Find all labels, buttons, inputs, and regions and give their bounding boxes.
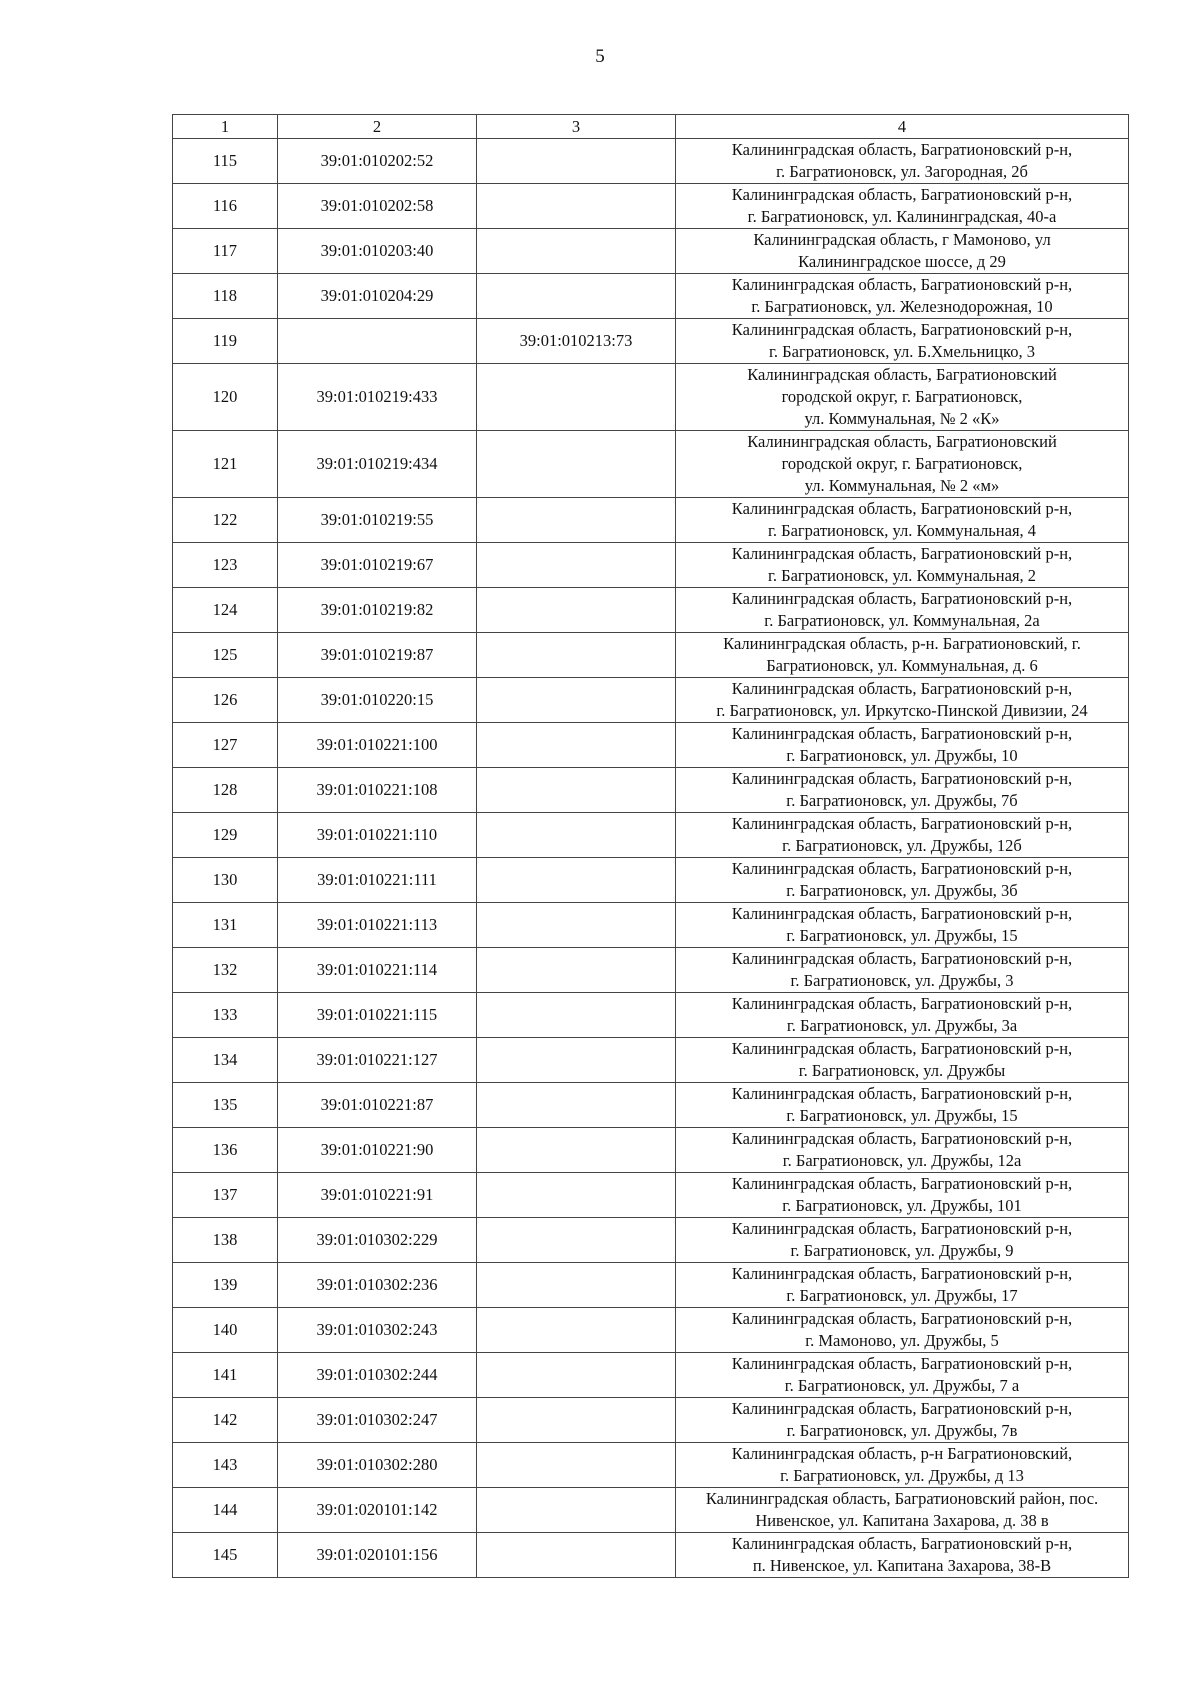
cadastral-number-cell: 39:01:010221:115 [278, 993, 477, 1038]
address-line: г. Багратионовск, ул. Дружбы, 3а [786, 1016, 1018, 1035]
cadastral-number-cell: 39:01:010219:434 [278, 431, 477, 498]
header-row [173, 115, 1129, 139]
cadastral-number-cell: 39:01:010302:247 [278, 1398, 477, 1443]
row-number-cell: 133 [173, 993, 278, 1038]
address-line: ул. Коммунальная, № 2 «м» [804, 476, 1000, 495]
cadastral-number-alt-cell [477, 498, 676, 543]
cadastral-number-cell [278, 319, 477, 364]
address-cell [676, 1173, 1129, 1218]
address-line: Калининградская область, Багратионовский р-н, [731, 1354, 1073, 1373]
cadastral-number-alt-cell [477, 768, 676, 813]
address-line: Калининградская область, Багратионовский р-н, [731, 275, 1073, 294]
row-number-cell: 119 [173, 319, 278, 364]
address-line: городской округ, г. Багратионовск, [781, 387, 1023, 406]
address-cell [676, 1353, 1129, 1398]
table-row [173, 319, 1129, 364]
table-row [173, 1308, 1129, 1353]
cadastral-number-alt-cell [477, 1218, 676, 1263]
address-line: г. Багратионовск, ул. Дружбы, 12б [782, 836, 1022, 855]
cadastral-number-alt-cell [477, 364, 676, 431]
row-number-cell: 116 [173, 184, 278, 229]
table-row [173, 543, 1129, 588]
row-number-cell: 141 [173, 1353, 278, 1398]
row-number-cell: 131 [173, 903, 278, 948]
address-line: Калининградская область, Багратионовский р-н, [731, 1219, 1073, 1238]
address-cell [676, 139, 1129, 184]
cadastral-number-cell: 39:01:010221:127 [278, 1038, 477, 1083]
table-row [173, 1218, 1129, 1263]
address-line: г. Багратионовск, ул. Коммунальная, 2 [767, 566, 1037, 585]
address-line: Багратионовск, ул. Коммунальная, д. 6 [766, 656, 1038, 675]
table-row [173, 1443, 1129, 1488]
header-col-3: 3 [477, 115, 676, 139]
table-row [173, 588, 1129, 633]
address-line: г. Багратионовск, ул. Дружбы, 10 [786, 746, 1018, 765]
address-cell [676, 588, 1129, 633]
cadastral-number-cell: 39:01:010204:29 [278, 274, 477, 319]
registry-table [172, 114, 1129, 1578]
address-line: Калининградская область, Багратионовский р-н, [731, 814, 1073, 833]
address-cell [676, 364, 1129, 431]
cadastral-number-alt-cell [477, 184, 676, 229]
cadastral-number-cell: 39:01:010302:243 [278, 1308, 477, 1353]
address-line: г. Багратионовск, ул. Дружбы, 7в [786, 1421, 1018, 1440]
table-row [173, 993, 1129, 1038]
cadastral-number-cell: 39:01:010219:55 [278, 498, 477, 543]
cadastral-number-cell: 39:01:010219:433 [278, 364, 477, 431]
address-cell [676, 723, 1129, 768]
table-row [173, 1038, 1129, 1083]
address-line: Калининградская область, Багратионовский р-н, [731, 1399, 1073, 1418]
address-line: г. Багратионовск, ул. Коммунальная, 2а [764, 611, 1040, 630]
address-line: г. Багратионовск, ул. Дружбы, 3 [790, 971, 1014, 990]
address-line: г. Багратионовск, ул. Иркутско-Пинской Дивизии, 24 [716, 701, 1088, 720]
row-number-cell: 139 [173, 1263, 278, 1308]
address-line: Нивенское, ул. Капитана Захарова, д. 38 в [755, 1511, 1049, 1530]
table-row [173, 1128, 1129, 1173]
address-line: г. Багратионовск, ул. Дружбы, 17 [786, 1286, 1018, 1305]
cadastral-number-alt-cell [477, 678, 676, 723]
cadastral-number-alt-cell [477, 1398, 676, 1443]
address-line: г. Багратионовск, ул. Калининградская, 40-а [747, 207, 1057, 226]
address-line: г. Багратионовск, ул. Дружбы, 7б [786, 791, 1018, 810]
cadastral-number-alt-cell [477, 858, 676, 903]
row-number-cell: 142 [173, 1398, 278, 1443]
address-line: Калининградская область, Багратионовский р-н, [731, 499, 1073, 518]
address-cell [676, 1218, 1129, 1263]
cadastral-number-cell: 39:01:020101:156 [278, 1533, 477, 1578]
address-cell [676, 229, 1129, 274]
address-line: Калининградская область, Багратионовский р-н, [731, 1129, 1073, 1148]
address-cell [676, 633, 1129, 678]
row-number-cell: 136 [173, 1128, 278, 1173]
address-cell [676, 543, 1129, 588]
row-number-cell: 145 [173, 1533, 278, 1578]
cadastral-number-cell: 39:01:010221:113 [278, 903, 477, 948]
table-row [173, 903, 1129, 948]
address-line: Калининградская область, Багратионовский р-н, [731, 1174, 1073, 1193]
address-cell [676, 1443, 1129, 1488]
cadastral-number-cell: 39:01:010221:111 [278, 858, 477, 903]
address-cell [676, 813, 1129, 858]
header-col-2: 2 [278, 115, 477, 139]
table-row [173, 1488, 1129, 1533]
address-cell [676, 431, 1129, 498]
address-line: п. Нивенское, ул. Капитана Захарова, 38-В [752, 1556, 1052, 1575]
address-cell [676, 678, 1129, 723]
table-row [173, 139, 1129, 184]
address-line: г. Мамоново, ул. Дружбы, 5 [805, 1331, 999, 1350]
address-line: Калининградская область, Багратионовский р-н, [731, 769, 1073, 788]
cadastral-number-cell: 39:01:010202:52 [278, 139, 477, 184]
address-line: Калининградская область, Багратионовский р-н, [731, 1534, 1073, 1553]
address-line: Калининградская область, Багратионовский р-н, [731, 994, 1073, 1013]
cadastral-number-cell: 39:01:010221:90 [278, 1128, 477, 1173]
table-header [173, 115, 1129, 139]
table-row [173, 431, 1129, 498]
address-cell [676, 1083, 1129, 1128]
row-number-cell: 140 [173, 1308, 278, 1353]
cadastral-number-alt-cell [477, 993, 676, 1038]
cadastral-number-cell: 39:01:010219:67 [278, 543, 477, 588]
row-number-cell: 143 [173, 1443, 278, 1488]
table-row [173, 948, 1129, 993]
cadastral-number-alt-cell [477, 229, 676, 274]
row-number-cell: 120 [173, 364, 278, 431]
table-row [173, 498, 1129, 543]
cadastral-number-cell: 39:01:010221:91 [278, 1173, 477, 1218]
address-cell [676, 768, 1129, 813]
address-line: г. Багратионовск, ул. Дружбы [798, 1061, 1006, 1080]
address-line: г. Багратионовск, ул. Дружбы, 15 [786, 926, 1018, 945]
address-line: Калининградская область, р-н Багратионовский, [731, 1444, 1073, 1463]
table-body [173, 139, 1129, 1578]
cadastral-number-cell: 39:01:010302:280 [278, 1443, 477, 1488]
row-number-cell: 121 [173, 431, 278, 498]
address-line: г. Багратионовск, ул. Дружбы, 9 [790, 1241, 1014, 1260]
address-line: г. Багратионовск, ул. Дружбы, 12а [782, 1151, 1022, 1170]
address-cell [676, 993, 1129, 1038]
address-line: ул. Коммунальная, № 2 «К» [804, 409, 1000, 428]
cadastral-number-cell: 39:01:010202:58 [278, 184, 477, 229]
address-cell [676, 948, 1129, 993]
address-line: Калининградская область, Багратионовский р-н, [731, 140, 1073, 159]
row-number-cell: 129 [173, 813, 278, 858]
table-row [173, 364, 1129, 431]
cadastral-number-alt-cell [477, 588, 676, 633]
address-line: Калининградская область, Багратионовский [747, 365, 1057, 384]
cadastral-number-alt-cell [477, 543, 676, 588]
cadastral-number-cell: 39:01:020101:142 [278, 1488, 477, 1533]
row-number-cell: 138 [173, 1218, 278, 1263]
cadastral-number-cell: 39:01:010302:244 [278, 1353, 477, 1398]
row-number-cell: 135 [173, 1083, 278, 1128]
row-number-cell: 134 [173, 1038, 278, 1083]
row-number-cell: 128 [173, 768, 278, 813]
cadastral-number-cell: 39:01:010219:82 [278, 588, 477, 633]
cadastral-number-alt-cell: 39:01:010213:73 [477, 319, 676, 364]
table-row [173, 1173, 1129, 1218]
address-cell [676, 1488, 1129, 1533]
table-row [173, 1263, 1129, 1308]
address-cell [676, 1263, 1129, 1308]
address-line: Калининградская область, Багратионовский р-н, [731, 1309, 1073, 1328]
address-line: Калининградская область, Багратионовский р-н, [731, 859, 1073, 878]
cadastral-number-alt-cell [477, 723, 676, 768]
row-number-cell: 122 [173, 498, 278, 543]
address-line: Калининградская область, Багратионовский район, пос. [705, 1489, 1099, 1508]
table-row [173, 274, 1129, 319]
address-line: Калининградская область, Багратионовский р-н, [731, 544, 1073, 563]
cadastral-number-alt-cell [477, 139, 676, 184]
cadastral-number-cell: 39:01:010203:40 [278, 229, 477, 274]
table-row [173, 184, 1129, 229]
address-cell [676, 184, 1129, 229]
address-line: Калининградская область, Багратионовский р-н, [731, 1264, 1073, 1283]
cadastral-number-cell: 39:01:010302:229 [278, 1218, 477, 1263]
table-row [173, 1533, 1129, 1578]
table-row [173, 678, 1129, 723]
row-number-cell: 115 [173, 139, 278, 184]
address-cell [676, 1038, 1129, 1083]
address-line: Калининградская область, Багратионовский р-н, [731, 185, 1073, 204]
page-number: 5 [595, 46, 605, 67]
address-line: Калининградская область, Багратионовский р-н, [731, 904, 1073, 923]
address-line: г. Багратионовск, ул. Железнодорожная, 10 [751, 297, 1053, 316]
address-cell [676, 1398, 1129, 1443]
cadastral-number-alt-cell [477, 1308, 676, 1353]
cadastral-number-cell: 39:01:010221:87 [278, 1083, 477, 1128]
cadastral-number-alt-cell [477, 1353, 676, 1398]
address-line: г. Багратионовск, ул. Коммунальная, 4 [767, 521, 1037, 540]
table-row [173, 1353, 1129, 1398]
address-cell [676, 903, 1129, 948]
address-line: Калининградская область, Багратионовский р-н, [731, 1039, 1073, 1058]
table-row [173, 813, 1129, 858]
cadastral-number-alt-cell [477, 1443, 676, 1488]
address-line: Калининградская область, Багратионовский р-н, [731, 724, 1073, 743]
row-number-cell: 123 [173, 543, 278, 588]
address-line: г. Багратионовск, ул. Б.Хмельницко, 3 [769, 342, 1035, 361]
cadastral-number-alt-cell [477, 1128, 676, 1173]
address-cell [676, 498, 1129, 543]
cadastral-number-alt-cell [477, 1173, 676, 1218]
address-cell [676, 1308, 1129, 1353]
cadastral-number-cell: 39:01:010219:87 [278, 633, 477, 678]
cadastral-number-alt-cell [477, 274, 676, 319]
row-number-cell: 126 [173, 678, 278, 723]
cadastral-number-alt-cell [477, 948, 676, 993]
address-line: г. Багратионовск, ул. Загородная, 2б [776, 162, 1028, 181]
cadastral-number-cell: 39:01:010220:15 [278, 678, 477, 723]
address-cell [676, 1128, 1129, 1173]
address-line: г. Багратионовск, ул. Дружбы, 3б [786, 881, 1018, 900]
table-row [173, 1083, 1129, 1128]
header-col-1: 1 [173, 115, 278, 139]
address-line: городской округ, г. Багратионовск, [781, 454, 1023, 473]
table-row [173, 633, 1129, 678]
row-number-cell: 127 [173, 723, 278, 768]
address-line: Калининградская область, Багратионовский р-н, [731, 589, 1073, 608]
cadastral-number-cell: 39:01:010221:100 [278, 723, 477, 768]
row-number-cell: 130 [173, 858, 278, 903]
cadastral-number-cell: 39:01:010302:236 [278, 1263, 477, 1308]
address-line: Калининградская область, Багратионовский р-н, [731, 1084, 1073, 1103]
cadastral-number-alt-cell [477, 813, 676, 858]
cadastral-number-alt-cell [477, 1038, 676, 1083]
header-col-4: 4 [676, 115, 1129, 139]
row-number-cell: 132 [173, 948, 278, 993]
address-cell [676, 319, 1129, 364]
address-line: г. Багратионовск, ул. Дружбы, 15 [786, 1106, 1018, 1125]
cadastral-number-alt-cell [477, 1533, 676, 1578]
address-cell [676, 858, 1129, 903]
table-row [173, 723, 1129, 768]
cadastral-number-cell: 39:01:010221:108 [278, 768, 477, 813]
cadastral-number-cell: 39:01:010221:110 [278, 813, 477, 858]
table-row [173, 768, 1129, 813]
address-line: г. Багратионовск, ул. Дружбы, 101 [782, 1196, 1022, 1215]
address-line: Калининградская область, р-н. Багратионовский, г. [723, 634, 1081, 653]
row-number-cell: 124 [173, 588, 278, 633]
row-number-cell: 118 [173, 274, 278, 319]
address-line: Калининградская область, Багратионовский р-н, [731, 320, 1073, 339]
cadastral-number-alt-cell [477, 903, 676, 948]
address-line: г. Багратионовск, ул. Дружбы, д 13 [780, 1466, 1024, 1485]
address-line: Калининградская область, Багратионовский р-н, [731, 679, 1073, 698]
row-number-cell: 137 [173, 1173, 278, 1218]
address-line: Калининградская область, Багратионовский р-н, [731, 949, 1073, 968]
address-line: г. Багратионовск, ул. Дружбы, 7 а [784, 1376, 1020, 1395]
table-row [173, 858, 1129, 903]
address-cell [676, 1533, 1129, 1578]
table-row [173, 229, 1129, 274]
cadastral-number-alt-cell [477, 1488, 676, 1533]
cadastral-number-cell: 39:01:010221:114 [278, 948, 477, 993]
table-row [173, 1398, 1129, 1443]
row-number-cell: 125 [173, 633, 278, 678]
row-number-cell: 117 [173, 229, 278, 274]
address-cell [676, 274, 1129, 319]
address-line: Калининградская область, Багратионовский [747, 432, 1057, 451]
cadastral-number-alt-cell [477, 1083, 676, 1128]
cadastral-number-alt-cell [477, 431, 676, 498]
cadastral-number-alt-cell [477, 633, 676, 678]
row-number-cell: 144 [173, 1488, 278, 1533]
address-line: Калининградская область, г Мамоново, ул [753, 230, 1051, 249]
address-line: Калининградское шоссе, д 29 [798, 252, 1006, 271]
cadastral-number-alt-cell [477, 1263, 676, 1308]
